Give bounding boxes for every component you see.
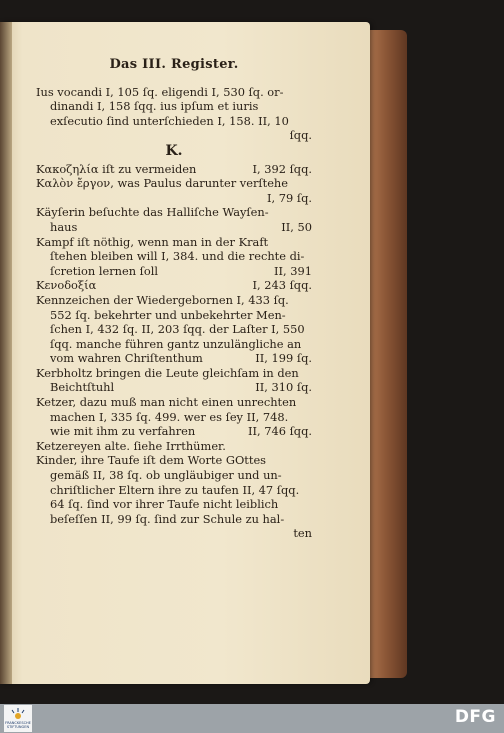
- section-letter: K.: [165, 142, 183, 159]
- entry-text: dinandi I, 158 ſqq. ius ipſum et iuris: [50, 99, 259, 114]
- entry-line: [36, 322, 312, 337]
- entry-line: [36, 308, 312, 323]
- entry-text: Kinder, ihre Taufe iſt dem Worte GOttes: [36, 453, 267, 468]
- entry-line: [36, 114, 312, 129]
- entry-line: [36, 264, 312, 279]
- entry-line: [36, 191, 312, 206]
- entry-text: ſtehen bleiben will I, 384. und die rechte di-: [50, 249, 305, 264]
- entry-text: Ius vocandi I, 105 ſq. eligendi I, 530 ſq. or-: [36, 84, 284, 99]
- entry-line: [36, 162, 312, 177]
- entry-text: haus: [50, 219, 78, 234]
- entry-line: [36, 380, 312, 395]
- page-gutter: [0, 22, 12, 684]
- entry-line: [36, 424, 312, 439]
- ius-entry: [36, 85, 312, 143]
- entry-line: [36, 395, 312, 410]
- entry-line: [36, 453, 312, 468]
- entry-line: [36, 220, 312, 235]
- entry-text: exſecutio ſind unterſchieden I, 158. II, 10: [50, 113, 289, 128]
- entry-text: vom wahren Chriſtenthum: [50, 351, 203, 366]
- entry-line: [36, 337, 312, 352]
- entry-text: Ketzereyen alte. ſiehe Irrthümer.: [36, 438, 226, 453]
- entry-line: [36, 410, 312, 425]
- entry-line: [36, 439, 312, 454]
- entry-line: [36, 249, 312, 264]
- entry-line: [36, 293, 312, 308]
- dfg-brand[interactable]: DFG: [454, 707, 496, 727]
- sun-logo-icon: [10, 707, 26, 719]
- entry-line: [36, 99, 312, 114]
- page-header: Das III. Register.: [109, 57, 239, 72]
- entry-reference: I, 392 ſqq.: [252, 161, 312, 176]
- entry-text: Kampf iſt nöthig, wenn man in der Kraft: [36, 234, 269, 249]
- entry-line: [36, 512, 312, 527]
- entry-reference: II, 199 ſq.: [255, 351, 312, 366]
- entry-reference: II, 310 ſq.: [255, 380, 312, 395]
- entry-reference: II, 746 ſqq.: [247, 424, 312, 439]
- entry-reference: ten: [293, 526, 312, 541]
- entry-line: [36, 366, 312, 381]
- entry-text: beſeſſen II, 99 ſq. ſind zur Schule zu hal-: [50, 511, 285, 526]
- entry-text: Καλὸν ἔργον, was Paulus darunter verſtehe: [36, 176, 289, 191]
- entry-text: ſchen I, 432 ſq. II, 203 ſqq. der Laſter I, 550: [50, 322, 305, 337]
- entry-text: Κενοδοξία: [36, 278, 97, 293]
- entry-reference: I, 79 ſq.: [267, 190, 312, 205]
- entry-reference: II, 391: [274, 263, 312, 278]
- entry-line: [36, 176, 312, 191]
- viewer-footer-bar: [0, 704, 504, 733]
- entry-line: [36, 497, 312, 512]
- entry-text: chriſtlicher Eltern ihre zu taufen II, 47 ſqq.: [50, 482, 300, 497]
- entry-text: gemäß II, 38 ſq. ob ungläubiger und un-: [50, 468, 282, 483]
- entry-text: Ketzer, dazu muß man nicht einen unrechten: [36, 395, 297, 410]
- entry-line: [36, 468, 312, 483]
- entry-text: 64 ſq. ſind vor ihrer Taufe nicht leiblich: [50, 497, 279, 512]
- k-entries: [36, 162, 312, 541]
- entry-text: Κακοζηλία iſt zu vermeiden: [36, 161, 197, 176]
- entry-line: [36, 526, 312, 541]
- entry-line: [36, 278, 312, 293]
- entry-line: [36, 128, 312, 143]
- entry-text: ſcretion lernen ſoll: [50, 263, 159, 278]
- entry-text: machen I, 335 ſq. 499. wer es ſey II, 748.: [50, 409, 289, 424]
- page-text: [36, 58, 312, 541]
- entry-text: Beichtſtuhl: [50, 380, 115, 395]
- entry-reference: I, 243 ſqq.: [252, 278, 312, 293]
- entry-reference: ſqq.: [289, 128, 312, 143]
- entry-text: Kennzeichen der Wiedergebornen I, 433 ſq.: [36, 292, 289, 307]
- entry-line: [36, 483, 312, 498]
- entry-text: ſqq. manche führen gantz unzulängliche an: [50, 336, 302, 351]
- logo-text: FRANCKESCHE STIFTUNGEN: [5, 721, 31, 729]
- entry-line: [36, 85, 312, 100]
- entry-text: wie mit ihm zu verfahren: [50, 424, 196, 439]
- entry-text: Käyſerin beſuchte das Halliſche Wayſen-: [36, 205, 269, 220]
- entry-reference: II, 50: [281, 219, 312, 234]
- entry-line: [36, 235, 312, 250]
- entry-line: [36, 205, 312, 220]
- entry-line: [36, 351, 312, 366]
- entry-text: 552 ſq. bekehrter und unbekehrter Men-: [50, 307, 286, 322]
- entry-text: Kerbholtz bringen die Leute gleichſam in den: [36, 365, 299, 380]
